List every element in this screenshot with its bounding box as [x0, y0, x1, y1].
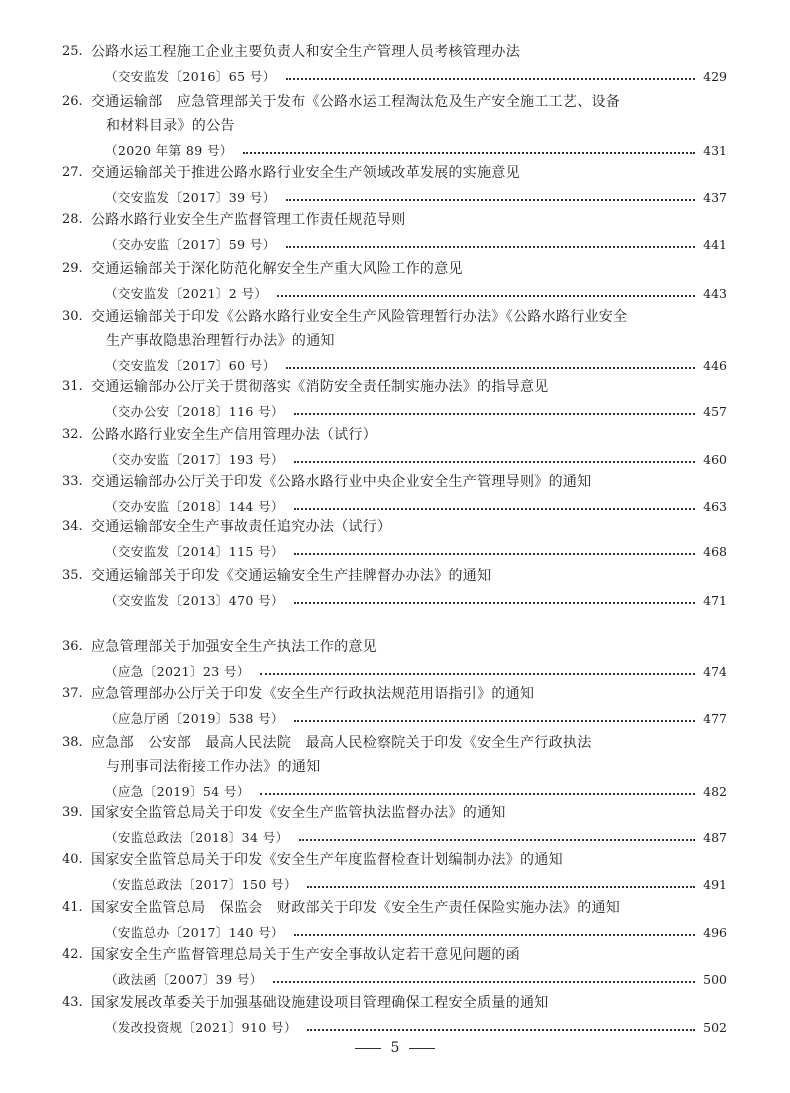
- document-code: （交安监发〔2017〕60 号）: [105, 358, 276, 373]
- page-ref: 437: [703, 189, 727, 205]
- entry-title-line: 国家安全监管总局关于印发《安全生产监管执法监督办法》的通知: [91, 805, 506, 821]
- dot-leader: [294, 934, 695, 936]
- entry-title-line: 公路水路行业安全生产监督管理工作责任规范导则: [91, 212, 406, 228]
- page-ref: 500: [703, 971, 727, 987]
- dot-leader: [286, 199, 696, 201]
- document-code: （政法函〔2007〕39 号）: [105, 972, 263, 987]
- page-ref: 474: [703, 663, 727, 679]
- document-code: （应急〔2019〕54 号）: [105, 784, 250, 799]
- entry-number: 38.: [62, 735, 83, 750]
- entry-number: 39.: [62, 805, 83, 820]
- entry-title-line: 和材料目录》的公告: [106, 118, 235, 134]
- document-code: （安监总政法〔2017〕150 号）: [105, 877, 297, 892]
- dot-leader: [294, 461, 695, 463]
- document-code: （交办安监〔2018〕144 号）: [105, 499, 284, 514]
- document-code: （交办公安〔2018〕116 号）: [105, 404, 284, 419]
- page-ref: 471: [703, 592, 727, 608]
- page-ref: 429: [703, 68, 727, 84]
- document-code: （交办安监〔2017〕193 号）: [105, 452, 284, 467]
- entry-title-line: 交通运输部关于印发《交通运输安全生产挂牌督办办法》的通知: [91, 568, 492, 584]
- dot-leader: [294, 602, 695, 604]
- entry-number: 36.: [62, 639, 83, 654]
- dot-leader: [307, 886, 695, 888]
- entry-title-line: 公路水路行业安全生产信用管理办法（试行）: [91, 427, 377, 443]
- entry-title-line: 国家安全生产监督管理总局关于生产安全事故认定若干意见问题的函: [91, 947, 520, 963]
- dot-leader: [307, 1029, 695, 1031]
- entry-number: 31.: [62, 379, 83, 394]
- entry-reference-row: [105, 1017, 727, 1037]
- entry-title-line: 国家安全监管总局关于印发《安全生产年度监督检查计划编制办法》的通知: [91, 852, 563, 868]
- entry-title-line: 交通运输部关于印发《公路水路行业安全生产风险管理暂行办法》《公路水路行业安全: [91, 309, 628, 325]
- entry-reference-row: [105, 496, 727, 516]
- entry-reference-row: [105, 827, 727, 847]
- page-ref: 482: [703, 783, 727, 799]
- page-ref: 496: [703, 924, 727, 940]
- document-code: （安监总政法〔2018〕34 号）: [105, 830, 289, 845]
- entry-number: 42.: [62, 947, 83, 962]
- entry-title-line: 交通运输部 应急管理部关于发布《公路水运工程淘汰危及生产安全施工工艺、设备: [91, 94, 621, 110]
- entry-title-line: 公路水运工程施工企业主要负责人和安全生产管理人员考核管理办法: [91, 44, 520, 60]
- dot-leader: [294, 553, 695, 555]
- document-code: （安监总办〔2017〕140 号）: [105, 925, 284, 940]
- entry-title-line: 应急管理部关于加强安全生产执法工作的意见: [91, 639, 377, 655]
- page-number: 5: [390, 1040, 400, 1056]
- entry-reference-row: [105, 781, 727, 801]
- document-code: （2020 年第 89 号）: [105, 143, 233, 158]
- page-ref: 446: [703, 357, 727, 373]
- dot-leader: [294, 413, 695, 415]
- entry-reference-row: [105, 66, 727, 86]
- dot-leader: [286, 367, 696, 369]
- entry-reference-row: [105, 708, 727, 728]
- entry-number: 34.: [62, 519, 83, 534]
- document-code: （交办安监〔2017〕59 号）: [105, 237, 276, 252]
- dot-leader: [273, 981, 695, 983]
- entry-number: 41.: [62, 900, 83, 915]
- entry-title-line: 与刑事司法衔接工作办法》的通知: [106, 759, 321, 775]
- document-code: （应急〔2021〕23 号）: [105, 664, 250, 679]
- entry-reference-row: [105, 283, 727, 303]
- entry-title-line: 交通运输部关于推进公路水路行业安全生产领域改革发展的实施意见: [91, 165, 520, 181]
- entry-reference-row: [105, 140, 727, 160]
- entry-reference-row: [105, 355, 727, 375]
- dot-leader: [299, 839, 696, 841]
- document-code: （交安监发〔2014〕115 号）: [105, 544, 284, 559]
- entry-title-line: 应急部 公安部 最高人民法院 最高人民检察院关于印发《安全生产行政执法: [91, 735, 592, 751]
- entry-title-line: 交通运输部关于深化防范化解安全生产重大风险工作的意见: [91, 261, 463, 277]
- entry-number: 30.: [62, 309, 83, 324]
- entry-title-line: 国家安全监管总局 保监会 财政部关于印发《安全生产责任保险实施办法》的通知: [91, 900, 621, 916]
- entry-reference-row: [105, 969, 727, 989]
- entry-reference-row: [105, 590, 727, 610]
- page-ref: 441: [703, 236, 727, 252]
- entry-number: 27.: [62, 165, 83, 180]
- entry-title-line: 交通运输部办公厅关于贯彻落实《消防安全责任制实施办法》的指导意见: [91, 379, 549, 395]
- dot-leader: [286, 78, 696, 80]
- dot-leader: [286, 246, 696, 248]
- document-code: （发改投资规〔2021〕910 号）: [105, 1020, 297, 1035]
- dot-leader: [260, 793, 695, 795]
- entry-number: 33.: [62, 474, 83, 489]
- entry-reference-row: [105, 661, 727, 681]
- page-ref: 463: [703, 498, 727, 514]
- document-code: （应急厅函〔2019〕538 号）: [105, 711, 284, 726]
- footer-dash-left: [355, 1048, 381, 1049]
- document-code: （交安监发〔2021〕2 号）: [105, 286, 268, 301]
- page-ref: 443: [703, 285, 727, 301]
- dot-leader: [243, 152, 695, 154]
- entry-number: 29.: [62, 261, 83, 276]
- entry-reference-row: [105, 874, 727, 894]
- document-code: （交安监发〔2016〕65 号）: [105, 69, 276, 84]
- entry-title-line: 交通运输部安全生产事故责任追究办法（试行）: [91, 519, 392, 535]
- page-ref: 491: [703, 876, 727, 892]
- entry-title-line: 生产事故隐患治理暂行办法》的通知: [106, 333, 335, 349]
- entry-number: 43.: [62, 995, 83, 1010]
- page-ref: 468: [703, 543, 727, 559]
- entry-reference-row: [105, 187, 727, 207]
- dot-leader: [294, 720, 695, 722]
- entry-title-line: 国家发展改革委关于加强基础设施建设项目管理确保工程安全质量的通知: [91, 995, 549, 1011]
- dot-leader: [277, 295, 695, 297]
- entry-number: 26.: [62, 94, 83, 109]
- entry-reference-row: [105, 922, 727, 942]
- entry-title-line: 应急管理部办公厅关于印发《安全生产行政执法规范用语指引》的通知: [91, 686, 535, 702]
- dot-leader: [294, 508, 695, 510]
- dot-leader: [260, 673, 695, 675]
- entry-number: 28.: [62, 212, 83, 227]
- entry-number: 25.: [62, 44, 83, 59]
- page-ref: 431: [703, 142, 727, 158]
- entry-reference-row: [105, 449, 727, 469]
- document-code: （交安监发〔2013〕470 号）: [105, 593, 284, 608]
- entry-reference-row: [105, 234, 727, 254]
- document-code: （交安监发〔2017〕39 号）: [105, 190, 276, 205]
- page-footer: [0, 1040, 790, 1056]
- footer-dash-right: [409, 1048, 435, 1049]
- entry-number: 37.: [62, 686, 83, 701]
- page-ref: 487: [703, 829, 727, 845]
- page-ref: 502: [703, 1019, 727, 1035]
- page-ref: 460: [703, 451, 727, 467]
- entry-reference-row: [105, 401, 727, 421]
- entry-title-line: 交通运输部办公厅关于印发《公路水路行业中央企业安全生产管理导则》的通知: [91, 474, 592, 490]
- page-ref: 457: [703, 403, 727, 419]
- entry-number: 40.: [62, 852, 83, 867]
- entry-reference-row: [105, 541, 727, 561]
- page-ref: 477: [703, 710, 727, 726]
- entry-number: 32.: [62, 427, 83, 442]
- entry-number: 35.: [62, 568, 83, 583]
